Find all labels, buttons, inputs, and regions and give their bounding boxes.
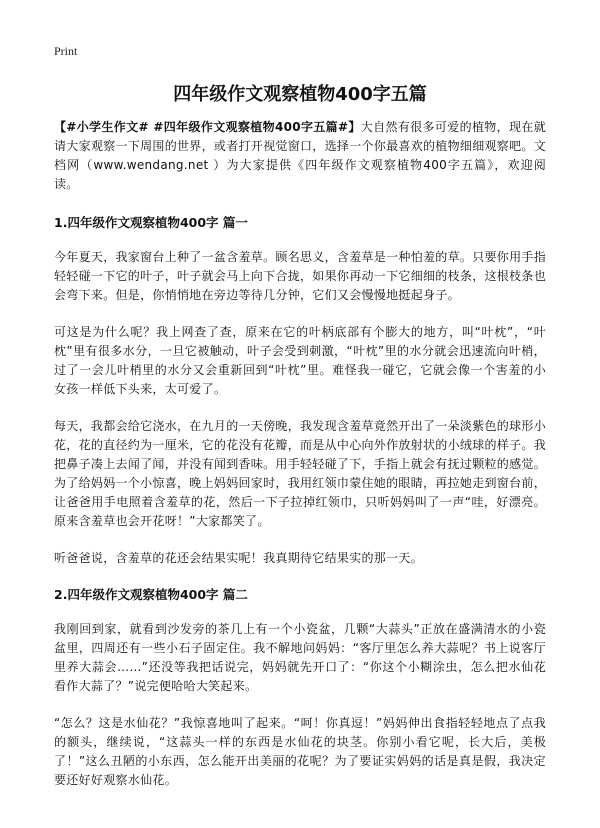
intro-text: 大自然有很多可爱的植物，现在就请大家观察一下周围的世界，或者打开视觉窗口，选择一个你最喜欢的植物细细观察吧。文档网（www.wendang.net ）为大家提供《四年级作文观察植物400字五篇》，欢迎阅读。 bbox=[54, 120, 547, 191]
section-1-paragraph-3: 每天，我都会给它浇水，在九月的一天傍晚，我发现含羞草竟然开出了一朵淡紫色的球形小花，花的直径约为一厘米，它的花没有花瓣，而是从中心向外作放射状的小绒球的样子。我把鼻子凑上去闻了闻，并没有闻到香味。用手轻轻碰了下，手指上就会有抚过颗粒的感觉。为了给妈妈一个小惊喜，晚上妈妈回家时，我用红领巾蒙住她的眼睛，再拉她走到窗台前，让爸爸用手电照着含羞草的花，然后一下子拉掉红领巾，只听妈妈叫了一声“哇，好漂亮。原来含羞草也会开花呀！”大家都笑了。 bbox=[54, 419, 547, 528]
section-2-paragraph-2: “怎么？这是水仙花？”我惊喜地叫了起来。“呵！你真逗！”妈妈伸出食指轻轻地点了点我的额头，继续说，“这蒜头一样的东西是水仙花的块茎。你别小看它呢，长大后，美极了！”这么丑陋的小东西，怎么能开出美丽的花呢？为了要证实妈妈的话是真是假，我决定要还好好观察水仙花。 bbox=[54, 716, 546, 787]
section-heading-2: 2.四年级作文观察植物400字 篇二 bbox=[54, 587, 248, 602]
section-heading-1: 1.四年级作文观察植物400字 篇一 bbox=[54, 215, 248, 230]
intro-paragraph bbox=[54, 118, 546, 194]
section-1-paragraph-1: 今年夏天，我家窗台上种了一盆含羞草。顾名思义，含羞草是一种怕羞的草。只要你用手指轻轻碰一下它的叶子，叶子就会马上向下合拢，如果你再动一下它细细的枝条，这根枝条也会弯下来。但是，你悄悄地在旁边等待几分钟，它们又会慢慢地挺起身子。 bbox=[54, 250, 547, 302]
section-1-paragraph-2: 可这是为什么呢？我上网查了查，原来在它的叶柄底部有个膨大的地方，叫“叶枕”，“叶枕”里有很多水分，一旦它被触动，叶子会受到刺激，“叶枕”里的水分就会迅速流向叶梢，过了一会儿叶梢里的水分又会重新回到“叶枕”里。难怪我一碰它，它就会像一个害羞的小女孩一样低下头来，太可爱了。 bbox=[54, 325, 546, 396]
section-2-paragraph-1: 我刚回到家，就看到沙发旁的茶几上有一个小瓷盆，几颗“大蒜头”正放在盛满清水的小瓷盆里，四周还有一些小石子固定住。我不解地问妈妈：“客厅里怎么养大蒜呢？书上说客厅里养大蒜会……”还没等我把话说完，妈妈就先开口了：“你这个小糊涂虫，怎么把水仙花看作大蒜了？”说完便哈哈大笑起来。 bbox=[54, 622, 546, 693]
article-body bbox=[54, 118, 546, 808]
print-label: Print bbox=[54, 44, 78, 58]
page-title: 四年级作文观察植物400字五篇 bbox=[173, 84, 427, 105]
intro-tags: 【#小学生作文# #四年级作文观察植物400字五篇#】 bbox=[54, 120, 361, 134]
section-1-paragraph-4: 听爸爸说，含羞草的花还会结果实呢！我真期待它结果实的那一天。 bbox=[54, 551, 424, 565]
